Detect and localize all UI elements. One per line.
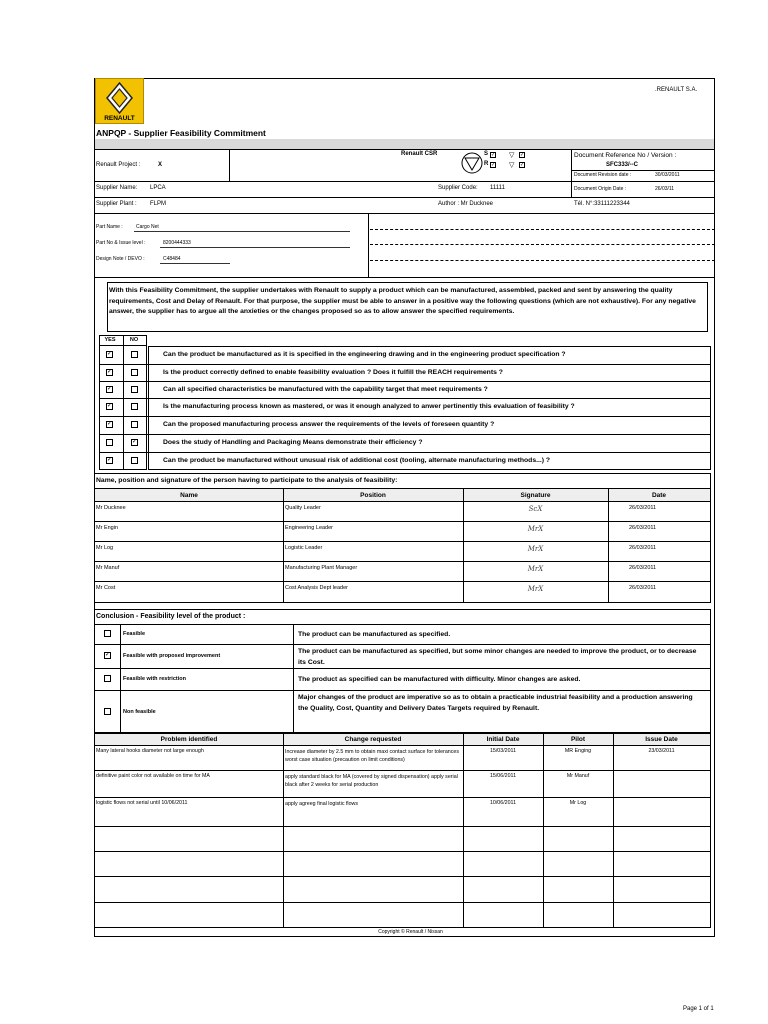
conclusion-option-label: Non feasible [123,708,156,715]
question-text: Can the proposed manufacturing process answer the requirements of the levels of foreseen quantity ? [163,421,495,428]
supplier-plant-label: Supplier Plant : [96,201,137,207]
question-no-checkbox[interactable]: ✓ [132,439,138,445]
question-text: Is the product correctly defined to enable feasibility evaluation ? Does it fulfill the REACH requirements ? [163,368,503,376]
logo-text: RENAULT [104,115,135,122]
participant-name: Mr Manuf [96,565,120,571]
participants-header-position: Position [360,492,386,499]
doc-origin-value: 26/03/11 [655,186,675,192]
telephone: Tél. N°:33111223344 [574,201,630,207]
conclusion-option-desc: The product as specified can be manufactured with difficulty. Minor changes are asked. [298,676,581,683]
doc-rev-label: Document Revision date : [574,172,632,178]
participant-position: Manufacturing Plant Manager [285,565,358,571]
conclusion-option-label: Feasible with proposed improvement [123,653,221,659]
csr-r-label: R [484,161,489,167]
question-text: Can all specified characteristics be manufactured with the capability target that meet requirements ? [163,385,488,393]
conclusion-checkbox[interactable] [104,708,111,715]
csr-triangle-icon [461,152,483,174]
supplier-code-label: Supplier Code: [438,185,478,191]
question-no-checkbox[interactable] [131,369,138,376]
doc-origin-label: Document Origin Date : [574,186,627,192]
participant-position: Cost Analysis Dept leader [285,585,348,591]
conclusion-option-desc: The product can be manufactured as specified. [298,631,451,638]
change-text: Increase diameter by 2.5 mm to obtain maxi contact surface for tolerances worst case situation (precaution on limit conditions) [285,749,459,763]
participant-signature: MrX [527,545,544,553]
question-yes-checkbox[interactable]: ✓ [107,351,113,357]
question-text: Is the manufacturing process known as mastered, or was it enough analyzed to anwer pertinently this evaluation of feasibility ? [163,403,575,410]
problems-header-initial: Initial Date [486,736,520,743]
conclusion-option-desc: Major changes of the product are imperative so as to obtain a practicable industrial feasibility and a production answering the Quality, Cost, Quantity and Delivery Dates Targets required by Renault. [298,694,693,712]
page-number: Page 1 of 1 [683,1006,714,1012]
page-title: ANPQP - Supplier Feasibility Commitment [96,128,266,138]
doc-ref-value: SFC333/--C [606,162,639,168]
change-text: apply agreeg final logistic flows [285,801,359,807]
csr-reg-checkbox[interactable]: ✓ [520,162,525,168]
part-no-label: Part No & Issue level : [96,240,146,246]
question-yes-checkbox[interactable]: ✓ [107,403,113,409]
safety-r-icon: ▽ [509,162,515,169]
csr-safety-checkbox[interactable]: ✓ [520,152,525,158]
problem-initial-date: 15/06/2011 [489,773,517,779]
participant-position: Quality Leader [285,505,321,511]
question-no-checkbox[interactable] [131,421,138,428]
problem-pilot: Mr Log [569,800,587,806]
problem-text: Many lateral hooks diameter not large enough [96,748,204,754]
renault-logo [95,78,144,124]
conclusion-checkbox[interactable]: ✓ [105,652,111,658]
change-text: apply standard black for MA (covered by signed dispensation) apply serial black after 2 weeks for serial production [285,774,458,788]
problem-initial-date: 10/06/2011 [489,800,517,806]
participant-date: 26/03/2011 [629,525,657,531]
participants-header-name: Name [180,492,198,499]
yes-header: YES [104,337,116,343]
renault-project-label: Renault Project : [96,162,141,168]
renault-csr-label: Renault CSR [401,151,438,157]
question-no-checkbox[interactable] [131,386,138,393]
participant-name: Mr Cost [96,585,116,591]
participant-name: Mr Log [96,545,114,551]
safety-s-icon: ▽ [509,152,515,159]
question-no-checkbox[interactable] [131,351,138,358]
question-yes-checkbox[interactable]: ✓ [107,368,113,375]
conclusion-option-label: Feasible with restriction [123,676,186,682]
no-header: NO [129,337,139,343]
question-text: Can the product be manufactured without unusual risk of additional cost (tooling, alternate manufacturing methods...) ? [163,457,551,464]
question-yes-checkbox[interactable]: ✓ [107,457,113,463]
problem-initial-date: 15/03/2011 [489,748,517,754]
question-yes-checkbox[interactable]: ✓ [107,421,113,427]
csr-r-checkbox[interactable]: ✓ [491,162,496,168]
conclusion-title: Conclusion - Feasibility level of the product : [96,613,246,620]
problem-pilot: Mr Manuf [566,773,590,779]
title-bar-shade [95,139,714,149]
question-text: Can the product be manufactured as it is specified in the engineering drawing and in the engineering product specification ? [163,351,566,358]
intro-text: With this Feasibility Commitment, the supplier undertakes with Renault to supply a product which can be manufactured, assembled, packed and sent by answering the quality requirements, Cost and Delay of Renault. For that purpose, the supplier must be able to answer in a positive way the following questions (which are not exhaustive). For any negative answer, the supplier has to argue all the anxieties or the changes proposed so as to allow answer the specified requirements. [109,287,696,315]
participants-header-date: Date [651,492,667,499]
participant-date: 26/03/2011 [629,505,657,511]
problem-issue-date: 23/03/2011 [648,748,675,754]
conclusion-option-label: Feasible [123,631,146,637]
csr-s-label: S [484,151,489,157]
problems-header-change: Change requested [344,736,402,743]
participant-signature: MrX [527,565,544,573]
participant-name: Mr Engin [96,525,119,531]
participant-signature: MrX [527,525,544,533]
participant-signature: MrX [527,585,544,593]
copyright: Copyright © Renault / Nissan [378,929,443,935]
part-no-value: 8200444333 [163,240,191,246]
problem-text: definitive paint color not available on time for MA [96,773,210,779]
renault-project-value: X [158,162,163,168]
participant-date: 26/03/2011 [629,565,657,571]
participants-title: Name, position and signature of the person having to participate to the analysis of feasibility: [96,477,398,484]
question-no-checkbox[interactable] [131,403,138,410]
design-note-label: Design Note / DEVO : [96,256,145,262]
supplier-plant-value: FLPM [150,201,167,207]
author: Author : Mr Ducknee [438,201,494,207]
supplier-code-value: 11111 [490,185,505,191]
question-no-checkbox[interactable] [131,457,138,464]
design-note-value: C48484 [163,256,181,262]
question-yes-checkbox[interactable] [106,439,113,446]
participant-date: 26/03/2011 [629,585,657,591]
problems-header-issue: Issue Date [645,736,678,743]
problem-text: logistic flows not serial until 10/06/2011 [96,800,188,806]
question-text: Does the study of Handling and Packaging Means demonstrate their efficiency ? [163,439,423,446]
supplier-name-value: LPCA [150,185,166,191]
question-yes-checkbox[interactable]: ✓ [107,385,113,392]
renault-diamond-icon [96,81,143,115]
participant-date: 26/03/2011 [629,545,657,551]
part-name-label: Part Name : [96,224,123,230]
csr-s-checkbox[interactable]: ✓ [491,152,496,158]
doc-rev-value: 30/03/2011 [655,172,680,178]
company-name: .RENAULT S.A. [655,87,698,93]
participant-name: Mr Ducknee [96,505,126,511]
participant-position: Logistic Leader [285,545,323,551]
conclusion-checkbox[interactable] [104,630,111,637]
conclusion-checkbox[interactable] [104,675,111,682]
participant-signature: ScX [528,505,543,513]
supplier-name-label: Supplier Name: [96,185,138,191]
problems-header-problem: Problem identified [160,736,218,743]
conclusion-option-desc: The product can be manufactured as specified, but some minor changes are needed to improve the product, or to decrease its Cost. [298,648,697,666]
problem-pilot: MR Enging [564,748,592,754]
problems-header-pilot: Pilot [570,736,586,743]
participants-header-signature: Signature [520,492,551,499]
part-name-value: Cargo Net [136,224,159,230]
participant-position: Engineering Leader [285,525,334,531]
doc-ref-label: Document Reference No / Version : [574,152,677,159]
